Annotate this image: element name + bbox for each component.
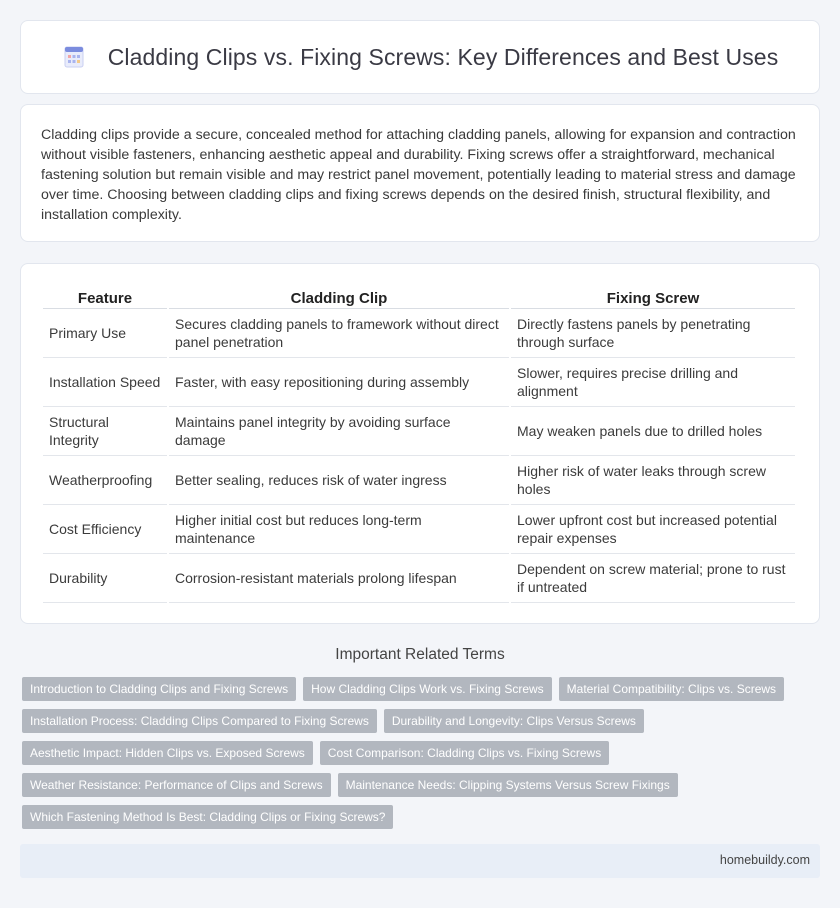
feature-cell: Structural Integrity	[43, 407, 167, 456]
table-row	[43, 505, 795, 554]
related-term-link[interactable]: How Cladding Clips Work vs. Fixing Screws	[303, 677, 552, 701]
header-cladding-clip: Cladding Clip	[169, 286, 509, 309]
table-row	[43, 358, 795, 407]
fixing-screw-cell: Slower, requires precise drilling and alignment	[511, 358, 795, 407]
feature-cell: Installation Speed	[43, 358, 167, 407]
header-feature: Feature	[43, 286, 167, 309]
header-fixing-screw: Fixing Screw	[511, 286, 795, 309]
feature-cell: Weatherproofing	[43, 456, 167, 505]
table-row	[43, 407, 795, 456]
table-row	[43, 554, 795, 603]
document-icon	[62, 45, 86, 69]
table-row	[43, 309, 795, 358]
related-term-link[interactable]: Durability and Longevity: Clips Versus Screws	[384, 709, 644, 733]
related-term-link[interactable]: Introduction to Cladding Clips and Fixing Screws	[22, 677, 296, 701]
fixing-screw-cell: Lower upfront cost but increased potential repair expenses	[511, 505, 795, 554]
fixing-screw-cell: May weaken panels due to drilled holes	[511, 407, 795, 456]
feature-cell: Durability	[43, 554, 167, 603]
title-wrap	[62, 44, 779, 71]
table-header-row	[43, 286, 795, 309]
related-term-link[interactable]: Weather Resistance: Performance of Clips and Screws	[22, 773, 331, 797]
related-term-link[interactable]: Which Fastening Method Is Best: Cladding Clips or Fixing Screws?	[22, 805, 393, 829]
cladding-clip-cell: Secures cladding panels to framework without direct panel penetration	[169, 309, 509, 358]
feature-cell: Primary Use	[43, 309, 167, 358]
fixing-screw-cell: Higher risk of water leaks through screw holes	[511, 456, 795, 505]
feature-cell: Cost Efficiency	[43, 505, 167, 554]
cladding-clip-cell: Corrosion-resistant materials prolong lifespan	[169, 554, 509, 603]
cladding-clip-cell: Maintains panel integrity by avoiding surface damage	[169, 407, 509, 456]
related-terms-heading: Important Related Terms	[335, 646, 505, 663]
related-term-link[interactable]: Installation Process: Cladding Clips Compared to Fixing Screws	[22, 709, 377, 733]
cladding-clip-cell: Better sealing, reduces risk of water ingress	[169, 456, 509, 505]
table-row	[43, 456, 795, 505]
fixing-screw-cell: Dependent on screw material; prone to rust if untreated	[511, 554, 795, 603]
related-terms-list	[22, 677, 818, 837]
cladding-clip-cell: Higher initial cost but reduces long-term maintenance	[169, 505, 509, 554]
related-term-link[interactable]: Material Compatibility: Clips vs. Screws	[559, 677, 784, 701]
comparison-table	[41, 286, 797, 603]
footer-bar	[20, 844, 820, 878]
footer-site-name: homebuildy.com	[719, 853, 810, 867]
intro-paragraph: Cladding clips provide a secure, concealed method for attaching cladding panels, allowing for expansion and contraction without visible fasteners, enhancing aesthetic appeal and durability. Fixing screws offer a straightforward, mechanical fastening solution but remain visible and may restrict panel movement, potentially leading to material stress and damage over time. Choosing between cladding clips and fixing screws depends on the desired finish, structural flexibility, and installation complexity.	[41, 127, 796, 223]
related-term-link[interactable]: Aesthetic Impact: Hidden Clips vs. Exposed Screws	[22, 741, 313, 765]
cladding-clip-cell: Faster, with easy repositioning during assembly	[169, 358, 509, 407]
related-term-link[interactable]: Maintenance Needs: Clipping Systems Versus Screw Fixings	[338, 773, 678, 797]
header-card	[20, 20, 820, 94]
fixing-screw-cell: Directly fastens panels by penetrating through surface	[511, 309, 795, 358]
related-term-link[interactable]: Cost Comparison: Cladding Clips vs. Fixing Screws	[320, 741, 609, 765]
intro-card	[20, 104, 820, 242]
page-title: Cladding Clips vs. Fixing Screws: Key Differences and Best Uses	[107, 43, 779, 70]
comparison-table-card	[20, 263, 820, 624]
